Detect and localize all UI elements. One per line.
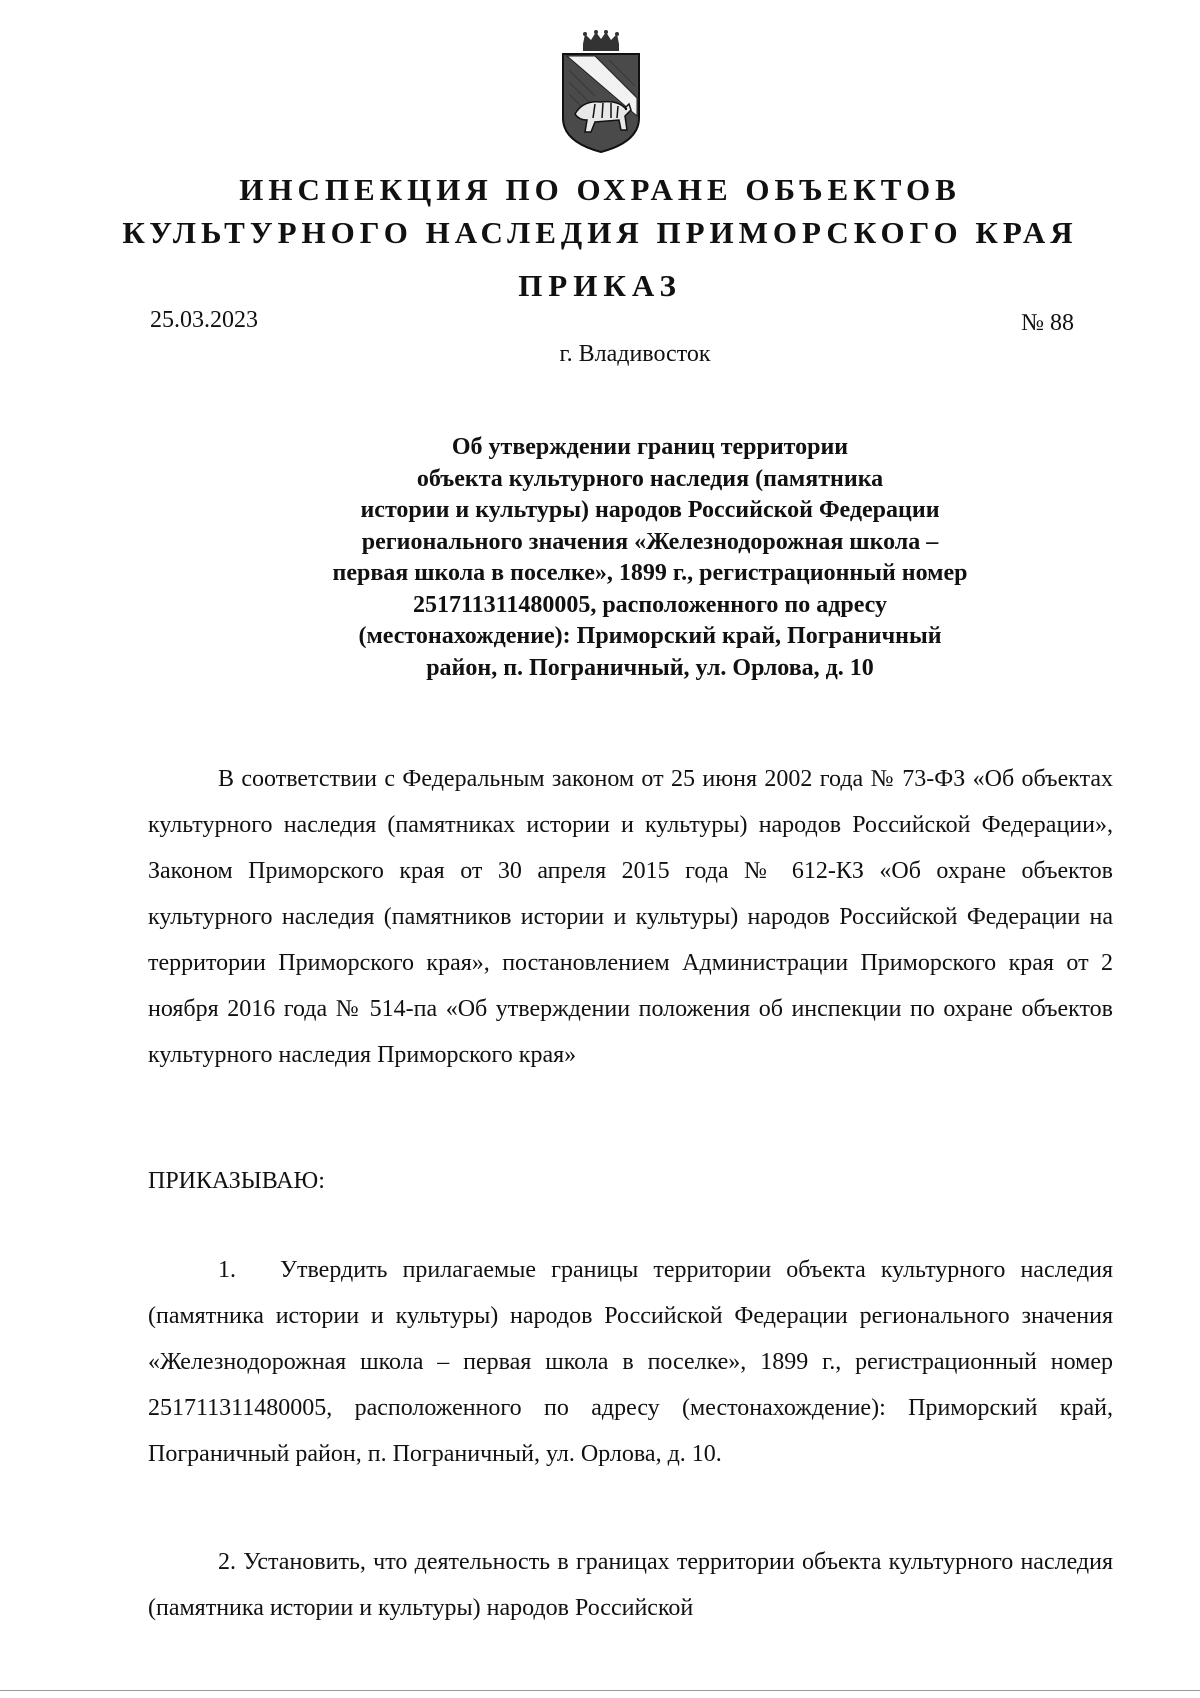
subject-line: регионального значения «Железнодорожная школа – [361, 528, 939, 555]
document-type: ПРИКАЗ [518, 268, 682, 303]
subject-line: 251711311480005, расположенного по адресу [412, 591, 888, 618]
document-subject [270, 432, 1030, 684]
organization-name-line-2: КУЛЬТУРНОГО НАСЛЕДИЯ ПРИМОРСКОГО КРАЯ [122, 215, 1078, 250]
crown-icon [583, 30, 619, 51]
document-city: г. Владивосток [559, 341, 711, 367]
page-bottom-edge [0, 1690, 1200, 1691]
document-date: 25.03.2023 [150, 307, 258, 333]
organization-name-line-1: ИНСПЕКЦИЯ ПО ОХРАНЕ ОБЪЕКТОВ [239, 172, 961, 207]
subject-line: объекта культурного наследия (памятника [416, 465, 884, 492]
order-item-number: 1. [218, 1257, 236, 1283]
order-item-1 [148, 1247, 1113, 1477]
subject-line: район, п. Пограничный, ул. Орлова, д. 10 [426, 654, 874, 681]
subject-line: первая школа в поселке», 1899 г., регистрационный номер [332, 560, 968, 586]
order-word: ПРИКАЗЫВАЮ: [148, 1168, 325, 1194]
subject-line: Об утверждении границ территории [451, 434, 849, 460]
subject-line: истории и культуры) народов Российской Федерации [360, 497, 940, 523]
subject-line: (местонахождение): Приморский край, Пограничный [358, 623, 942, 649]
order-item-text: Утвердить прилагаемые границы территории объекта культурного наследия (памятника истории и культуры) народов Российской Федерации регионального значения «Железнодорожная школа – первая школа в поселке», 1899 г., регистрационный номер 251711311480005, расположенного по адресу (местонахождение): Приморский край, Пограничный район, п. Пограничный, ул. Орлова, д. 10. [148, 1257, 1113, 1467]
coat-of-arms-icon [555, 30, 647, 155]
document-number: № 88 [1021, 310, 1074, 336]
order-item-2: 2. Установить, что деятельность в границах территории объекта культурного наследия (памятника истории и культуры) народов Российской [148, 1549, 1113, 1621]
preamble-paragraph: В соответствии с Федеральным законом от 25 июня 2002 года № 73-ФЗ «Об объектах культурного наследия (памятниках истории и культуры) народов Российской Федерации», Законом Приморского края от 30 апреля 2015 года № 612-КЗ «Об охране объектов культурного наследия (памятников истории и культуры) народов Российской Федерации на территории Приморского края», постановлением Администрации Приморского края от 2 ноября 2016 года № 514-па «Об утверждении положения об инспекции по охране объектов культурного наследия Приморского края» [148, 766, 1113, 1068]
